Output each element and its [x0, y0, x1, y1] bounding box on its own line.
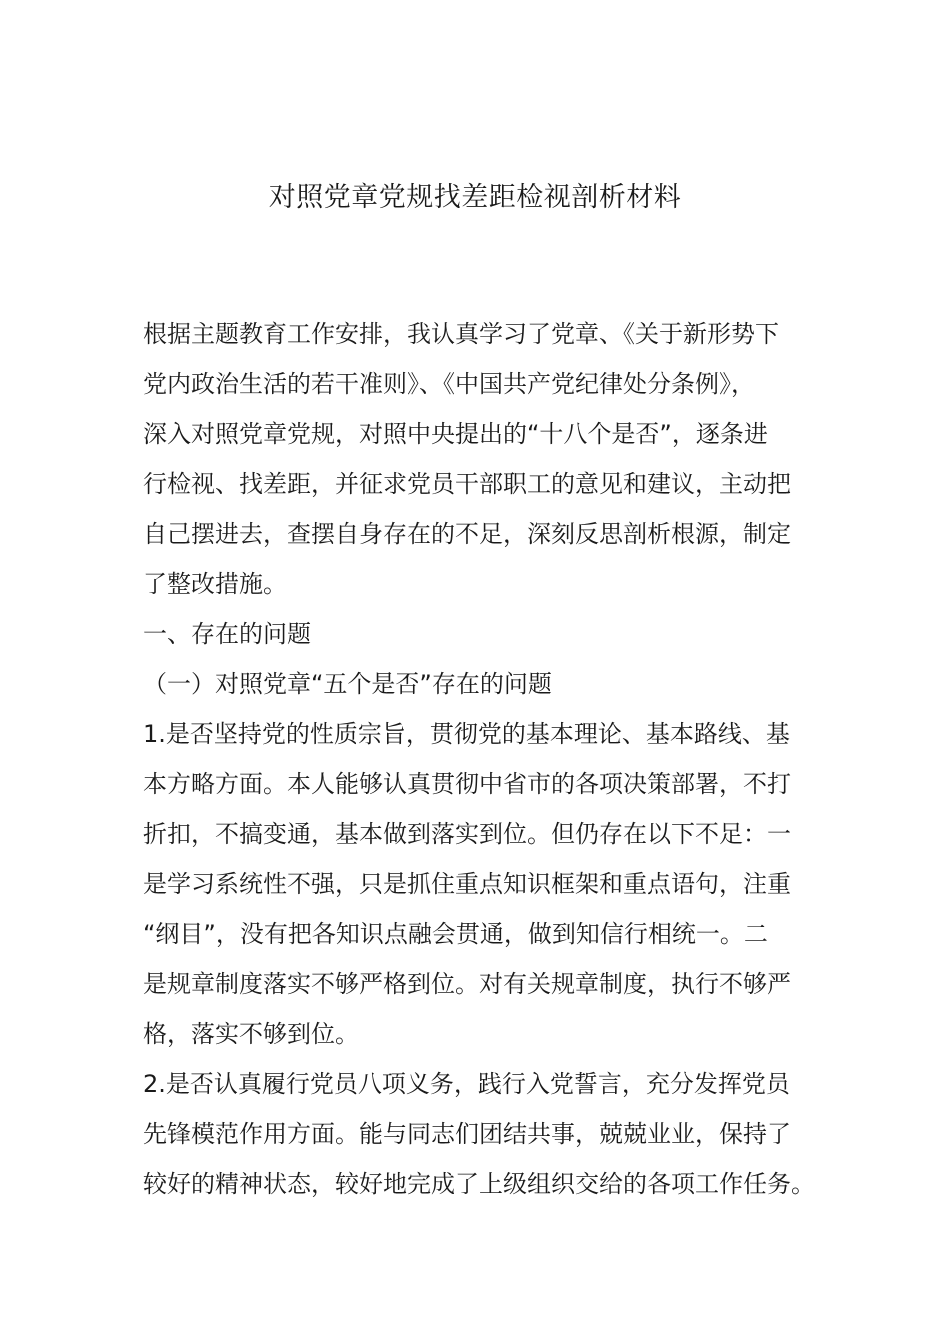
paragraph-line: 折扣，不搞变通，基本做到落实到位。但仍存在以下不足：一 [143, 820, 791, 848]
paragraph-line: 是学习系统性不强，只是抓住重点知识框架和重点语句，注重 [143, 870, 791, 898]
document-title: 对照党章党规找差距检视剖析材料 [268, 182, 682, 213]
paragraph-line: 先锋模范作用方面。能与同志们团结共事，兢兢业业，保持了 [143, 1120, 791, 1148]
subsection-heading: （一）对照党章“五个是否”存在的问题 [143, 670, 552, 698]
paragraph-line: 1.是否坚持党的性质宗旨，贯彻党的基本理论、基本路线、基 [143, 720, 790, 748]
paragraph-line: 党内政治生活的若干准则》、《中国共产党纪律处分条例》， [143, 370, 755, 398]
paragraph-line: 本方略方面。本人能够认真贯彻中省市的各项决策部署，不打 [143, 770, 791, 798]
paragraph-line: 根据主题教育工作安排，我认真学习了党章、《关于新形势下 [143, 320, 779, 348]
paragraph-line: “纲目”，没有把各知识点融会贯通，做到知信行相统一。二 [143, 920, 768, 948]
paragraph-line: 深入对照党章党规，对照中央提出的“十八个是否”，逐条进 [143, 420, 768, 448]
section-heading: 一、存在的问题 [143, 620, 311, 648]
document-body [143, 309, 823, 1209]
paragraph-line: 是规章制度落实不够严格到位。对有关规章制度，执行不够严 [143, 970, 791, 998]
paragraph-line: 格，落实不够到位。 [143, 1020, 359, 1048]
paragraph-line: 2.是否认真履行党员八项义务，践行入党誓言，充分发挥党员 [143, 1070, 790, 1098]
paragraph-line: 了整改措施。 [143, 570, 287, 598]
paragraph-line: 较好的精神状态，较好地完成了上级组织交给的各项工作任务。 [143, 1170, 815, 1198]
paragraph-line: 行检视、找差距，并征求党员干部职工的意见和建议，主动把 [143, 470, 791, 498]
paragraph-line: 自己摆进去，查摆自身存在的不足，深刻反思剖析根源，制定 [143, 520, 791, 548]
